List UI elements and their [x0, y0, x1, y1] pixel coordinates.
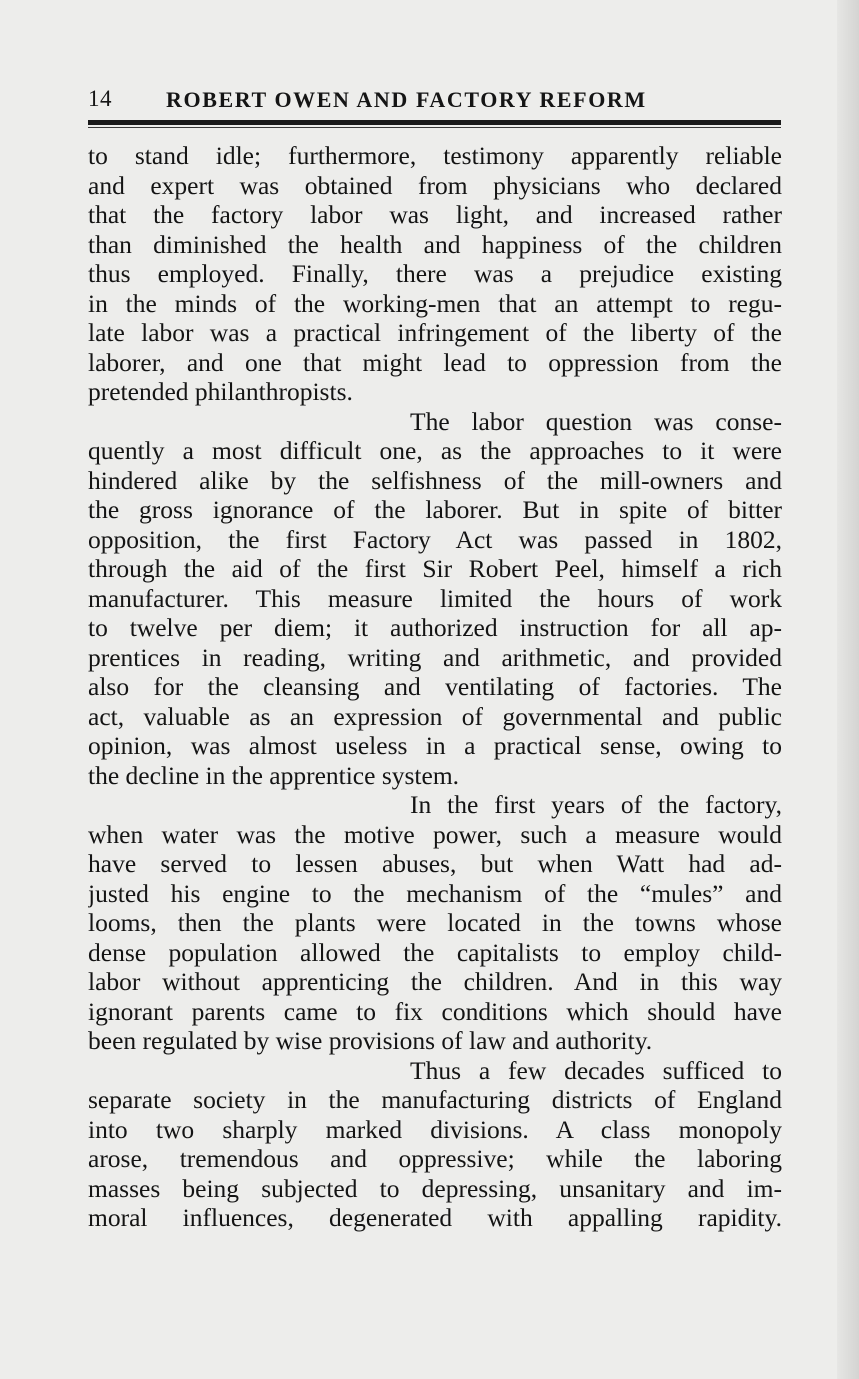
text-line: to twelve per diem; it authorized instruction for all ap-	[88, 613, 782, 642]
text-line: have served to lessen abuses, but when Watt had ad-	[88, 849, 782, 878]
text-line: opposition, the first Factory Act was passed in 1802,	[88, 524, 782, 554]
text-line: opinion, was almost useless in a practical sense, owing to	[88, 731, 782, 760]
running-title: ROBERT OWEN AND FACTORY REFORM	[166, 87, 647, 112]
header-rule-thin	[88, 127, 781, 128]
text-line: and expert was obtained from physicians who declared	[88, 170, 782, 200]
text-line: in the minds of the working-men that an attempt to regu-	[88, 288, 782, 318]
paragraph-end-line: been regulated by wise provisions of law and authority.	[88, 1026, 653, 1055]
paragraph-start-line: Thus a few decades sufficed to	[410, 1055, 782, 1085]
text-line: hindered alike by the selfishness of the mill-owners and	[88, 465, 782, 495]
page-edge-shadow	[837, 0, 859, 1379]
text-line: act, valuable as an expression of governmental and public	[88, 701, 782, 731]
text-line: also for the cleansing and ventilating of factories. The	[88, 672, 782, 701]
text-line: masses being subjected to depressing, unsanitary and im-	[88, 1173, 782, 1203]
paragraph-end-line: the decline in the apprentice system.	[88, 760, 460, 790]
text-line: thus employed. Finally, there was a prejudice existing	[88, 259, 782, 288]
text-line: separate society in the manufacturing districts of England	[88, 1085, 782, 1114]
text-line: into two sharply marked divisions. A class monopoly	[88, 1114, 782, 1144]
text-line: moral influences, degenerated with appalling rapidity.	[88, 1203, 782, 1232]
text-line: justed his engine to the mechanism of the “mules” and	[88, 878, 782, 908]
text-line: late labor was a practical infringement of the liberty of the	[88, 318, 782, 347]
text-line: than diminished the health and happiness of the children	[88, 229, 782, 259]
text-line: when water was the motive power, such a measure would	[88, 819, 782, 849]
text-line: arose, tremendous and oppressive; while the laboring	[88, 1144, 782, 1173]
text-line: to stand idle; furthermore, testimony apparently reliable	[88, 141, 782, 170]
running-header	[88, 86, 788, 118]
text-line: laborer, and one that might lead to oppression from the	[88, 347, 782, 377]
body-text	[88, 141, 782, 1233]
text-line: labor without apprenticing the children. And in this way	[88, 967, 782, 996]
text-line: manufacturer. This measure limited the hours of work	[88, 583, 782, 613]
text-line: that the factory labor was light, and increased rather	[88, 200, 782, 229]
text-line: looms, then the plants were located in the towns whose	[88, 908, 782, 937]
text-line: dense population allowed the capitalists to employ child-	[88, 937, 782, 967]
paragraph-start-line: The labor question was conse-	[410, 406, 782, 436]
paragraph-end-line: pretended philanthropists.	[88, 377, 353, 406]
text-line: the gross ignorance of the laborer. But in spite of bitter	[88, 495, 782, 524]
header-rule	[88, 120, 781, 125]
page-number: 14	[88, 86, 112, 111]
text-line: through the aid of the first Sir Robert Peel, himself a rich	[88, 554, 782, 583]
text-line: ignorant parents came to fix conditions which should have	[88, 996, 782, 1026]
text-line: quently a most difficult one, as the approaches to it were	[88, 436, 782, 465]
paragraph-start-line: In the first years of the factory,	[410, 790, 782, 819]
text-line: prentices in reading, writing and arithmetic, and provided	[88, 642, 782, 672]
